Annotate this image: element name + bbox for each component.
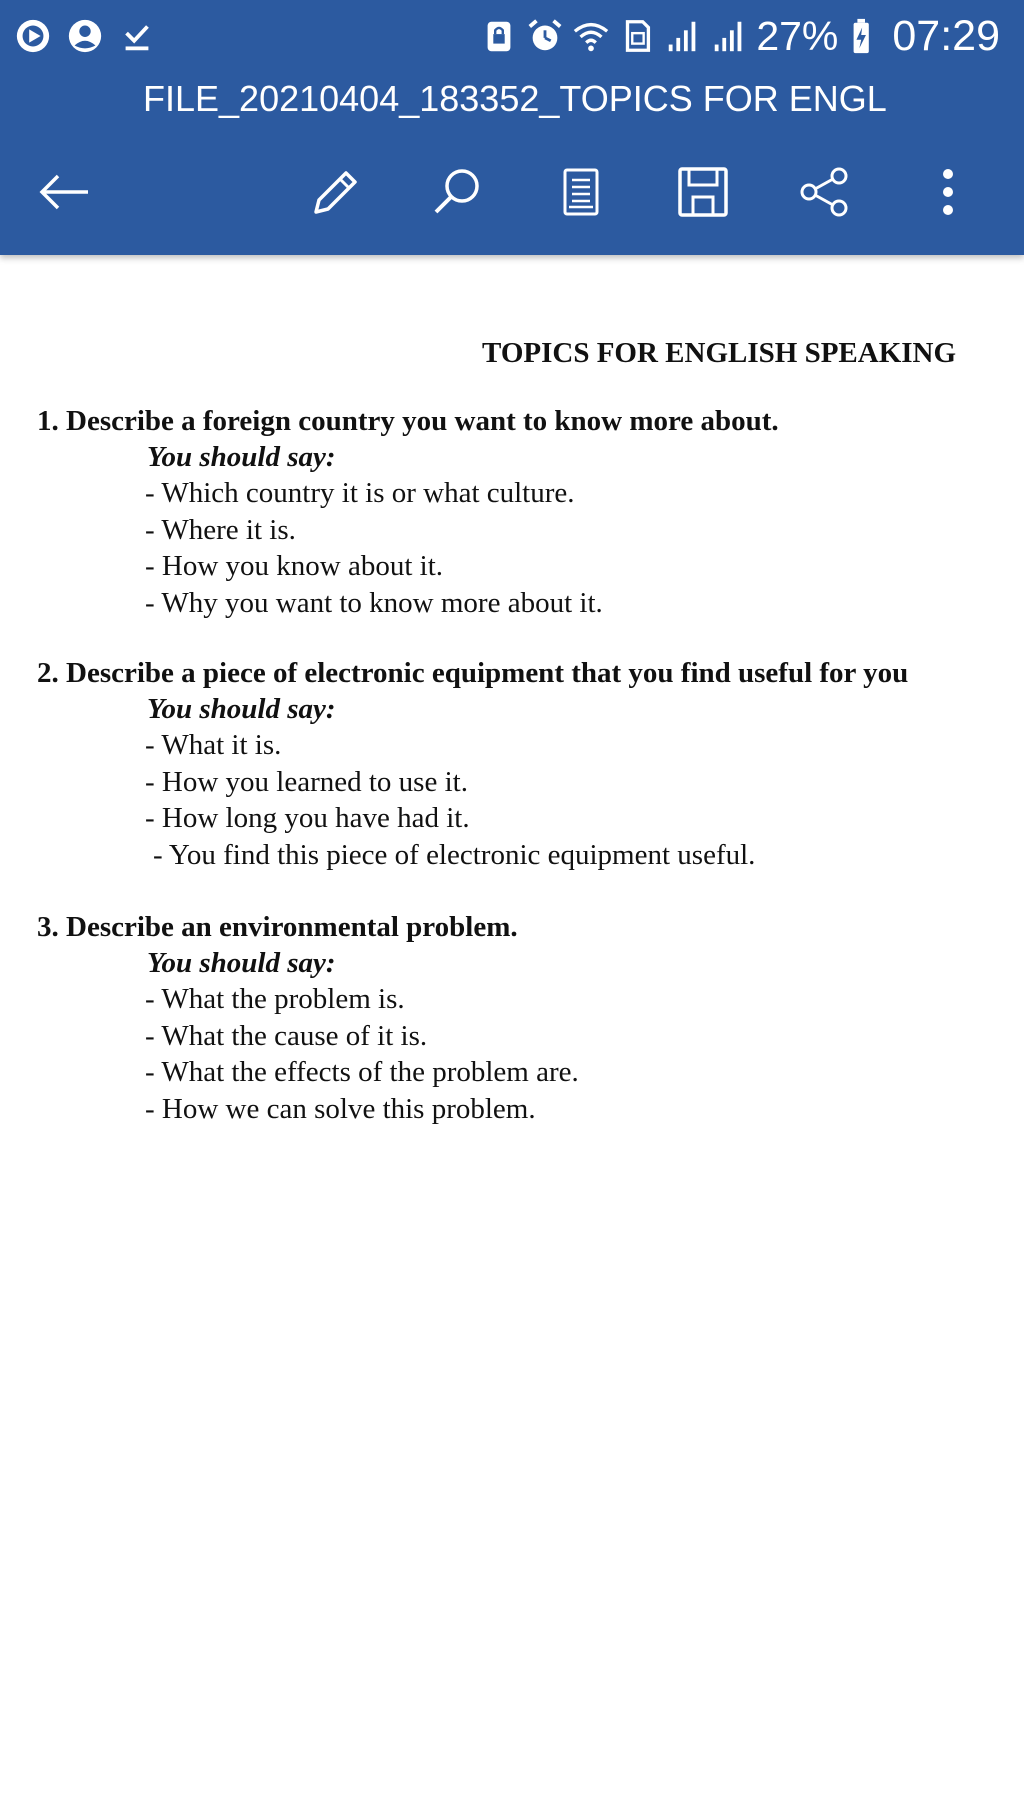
edit-button[interactable] xyxy=(302,160,366,224)
status-bar xyxy=(0,0,1024,72)
document-title: FILE_20210404_183352_TOPICS FOR ENGL xyxy=(143,78,887,119)
alarm-icon xyxy=(526,17,564,55)
topic-title: 2. Describe a piece of electronic equipment that you find useful for you xyxy=(37,657,909,689)
topic-prompt: You should say: xyxy=(147,441,336,473)
document-heading: TOPICS FOR ENGLISH SPEAKING xyxy=(482,337,957,369)
topic-line: - What it is. xyxy=(145,729,282,761)
document-view[interactable] xyxy=(0,255,1024,1820)
screen-record-icon xyxy=(14,17,52,55)
topic-line: - How you know about it. xyxy=(145,550,444,582)
more-options-button[interactable] xyxy=(916,160,980,224)
topic-3 xyxy=(37,909,1024,1127)
topic-title: 3. Describe an environmental problem. xyxy=(37,911,518,943)
save-button[interactable] xyxy=(671,160,735,224)
signal-icon xyxy=(710,17,748,55)
more-vert-icon xyxy=(920,164,976,220)
topic-line: - How long you have had it. xyxy=(145,802,470,834)
back-arrow-icon xyxy=(36,164,92,220)
topic-line: - How we can solve this problem. xyxy=(145,1092,536,1125)
topic-prompt: You should say: xyxy=(147,947,336,979)
back-button[interactable] xyxy=(32,160,96,224)
topic-line: - How you learned to use it. xyxy=(145,765,468,798)
topic-prompt: You should say: xyxy=(147,693,336,725)
topic-1 xyxy=(37,403,1024,621)
topic-line: - Where it is. xyxy=(145,513,296,546)
sim-icon xyxy=(618,17,656,55)
search-icon xyxy=(429,164,485,220)
share-icon xyxy=(796,164,852,220)
edit-pencil-icon xyxy=(306,164,362,220)
app-bar xyxy=(0,0,1024,255)
wifi-icon xyxy=(572,17,610,55)
topic-2 xyxy=(37,655,1024,873)
topic-line: - What the cause of it is. xyxy=(145,1019,428,1052)
download-done-icon xyxy=(118,17,156,55)
topic-line: - What the problem is. xyxy=(145,983,405,1015)
battery-charging-icon xyxy=(846,17,884,55)
view-mode-button[interactable] xyxy=(549,160,613,224)
signal-icon xyxy=(664,17,702,55)
search-button[interactable] xyxy=(425,160,489,224)
topic-line: - What the effects of the problem are. xyxy=(145,1056,579,1088)
account-icon xyxy=(66,17,104,55)
lock-screen-icon xyxy=(480,17,518,55)
battery-percent: 27% xyxy=(756,12,839,59)
view-mode-icon xyxy=(553,164,609,220)
topic-title: 1. Describe a foreign country you want to know more about. xyxy=(37,405,779,437)
topic-line: - Why you want to know more about it. xyxy=(145,586,603,619)
topic-line: - Which country it is or what culture. xyxy=(145,477,575,509)
share-button[interactable] xyxy=(792,160,856,224)
save-icon xyxy=(675,164,731,220)
toolbar xyxy=(0,150,1024,234)
status-bar-right xyxy=(480,10,1000,62)
clock: 07:29 xyxy=(892,11,1000,60)
topic-line: - You find this piece of electronic equipment useful. xyxy=(153,838,756,871)
status-bar-left xyxy=(14,16,156,56)
